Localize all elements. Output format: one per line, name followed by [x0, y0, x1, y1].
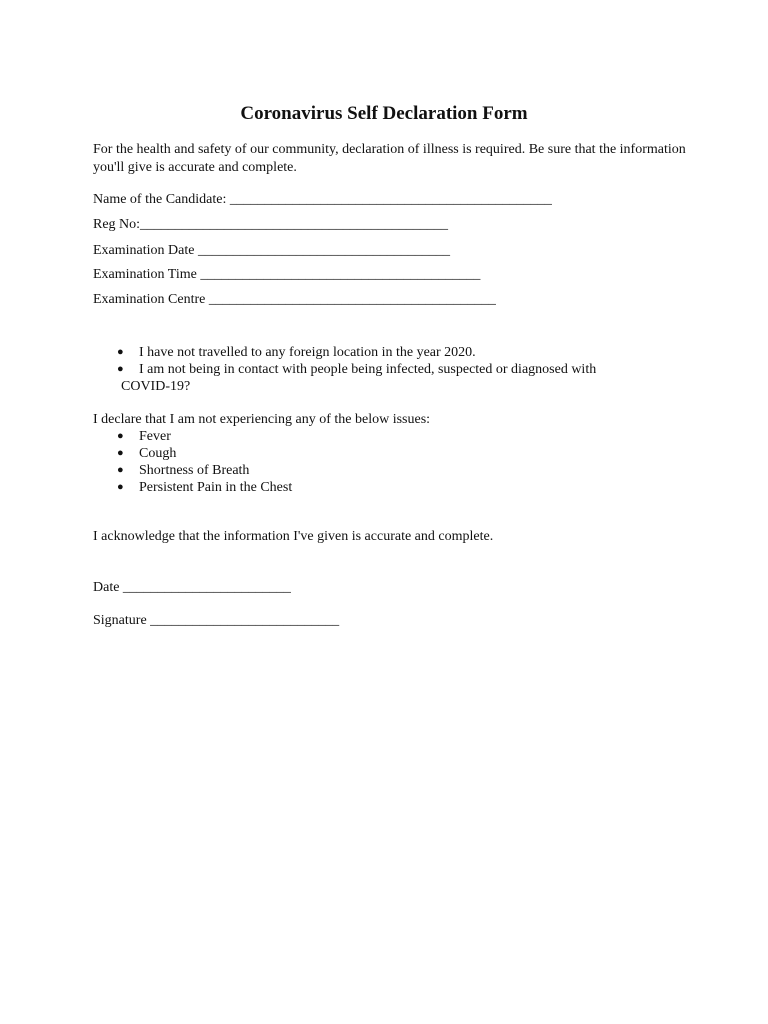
bullet-icon: ● — [117, 464, 124, 476]
travel-statement-list — [93, 344, 693, 395]
bullet-icon: ● — [117, 481, 124, 493]
symptom-item: Shortness of Breath — [139, 463, 250, 478]
examination-date-field: Examination Date ____________________________________ — [93, 243, 450, 258]
list-item — [93, 479, 693, 496]
symptoms-list — [93, 428, 693, 496]
travel-statement: I have not travelled to any foreign location in the year 2020. — [139, 345, 476, 360]
reg-no-field: Reg No:____________________________________________ — [93, 217, 449, 232]
contact-statement-continuation: COVID-19? — [121, 379, 191, 394]
intro-paragraph: For the health and safety of our community, declaration of illness is required. Be sure that the information you'll give is accurate and complete. — [93, 142, 686, 175]
date-field: Date ________________________ — [93, 580, 291, 595]
examination-time-field: Examination Time ________________________________________ — [93, 267, 481, 282]
symptom-item: Fever — [139, 429, 171, 444]
bullet-icon: ● — [117, 346, 124, 358]
signature-field: Signature ___________________________ — [93, 613, 340, 628]
list-item — [93, 361, 693, 395]
list-item — [93, 445, 693, 462]
bullet-icon: ● — [117, 447, 124, 459]
acknowledgement-text: I acknowledge that the information I've given is accurate and complete. — [93, 529, 494, 544]
bullet-icon: ● — [117, 430, 124, 442]
page-title: Coronavirus Self Declaration Form — [240, 103, 528, 124]
symptom-item: Persistent Pain in the Chest — [139, 480, 293, 495]
symptom-item: Cough — [139, 446, 177, 461]
contact-statement: I am not being in contact with people being infected, suspected or diagnosed with — [139, 362, 597, 377]
examination-centre-field: Examination Centre _________________________________________ — [93, 292, 496, 307]
list-item — [93, 462, 693, 479]
symptoms-intro: I declare that I am not experiencing any of the below issues: — [93, 412, 431, 427]
list-item — [93, 428, 693, 445]
candidate-name-field: Name of the Candidate: ______________________________________________ — [93, 192, 552, 207]
list-item — [93, 344, 693, 361]
bullet-icon: ● — [117, 363, 124, 375]
